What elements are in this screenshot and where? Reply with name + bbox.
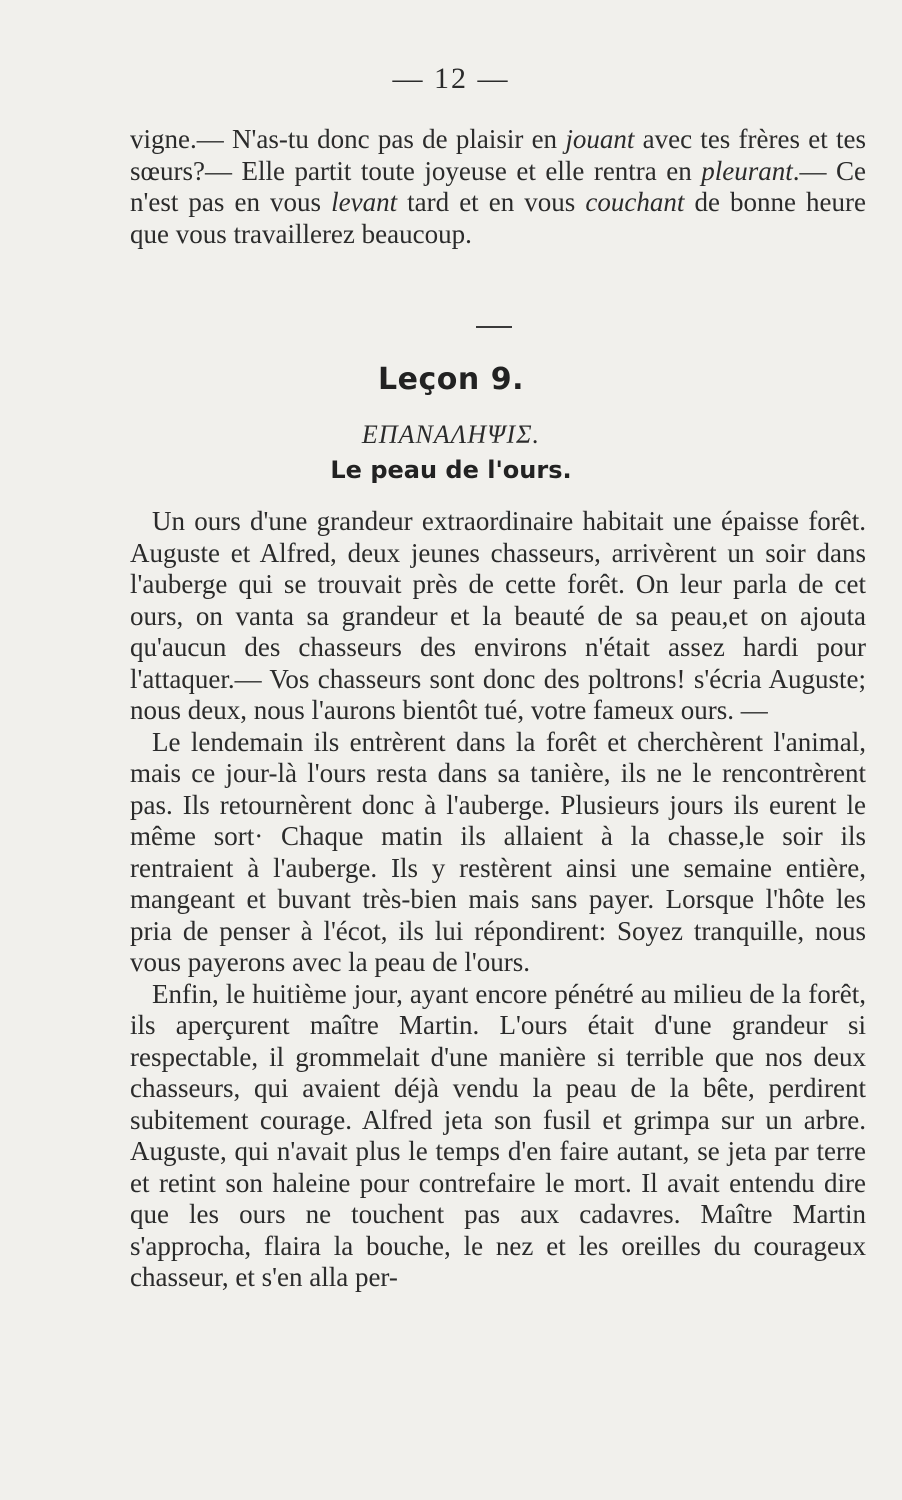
story-title: Le peau de l'ours. xyxy=(330,456,572,484)
italic-word-jouant: jouant xyxy=(565,124,635,154)
intro-text-run: de bonne heure que vous travaillerez beaucoup. xyxy=(130,187,867,249)
greek-subtitle: ΕΠΑΝΑΛΗΨΙΣ. xyxy=(361,420,541,449)
italic-word-pleurant: pleurant xyxy=(701,155,793,186)
page-number: — 12 — xyxy=(392,62,510,95)
intro-text-run: tard et en vous xyxy=(397,187,586,217)
intro-text-run: vigne.— N'as-tu donc pas de plaisir en xyxy=(130,124,566,154)
intro-text-run: .— Ce n'est pas en vous xyxy=(130,155,866,217)
story-paragraph: Le lendemain ils entrèrent dans la forêt et cherchèrent l'animal, mais ce jour-là l'ours resta dans sa tanière, ils ne le rencontrèrent pas. Ils retournèrent donc à l'auberge. Plusieurs jours ils eurent le même sort· Chaque matin ils allaient à la chasse,le soir ils rentraient à l'auberge. Ils y restèrent ainsi une semaine entière, mangeant et buvant très-bien mais sans payer. Lorsque l'hôte les pria de penser à l'écot, ils lui répondirent: Soyez tranquille, nous vous payerons avec la peau de l'ours. xyxy=(130,726,866,977)
story-paragraph: Un ours d'une grandeur extraordinaire habitait une épaisse forêt. Auguste et Alfred, deux jeunes chasseurs, arrivèrent un soir dans l'auberge qui se trouvait près de cette forêt. On leur parla de cet ours, on vanta sa grandeur et la beauté de sa peau,et on ajouta qu'aucun des chasseurs des environs n'était assez hardi pour l'attaquer.— Vos chasseurs sont donc des poltrons! s'écria Auguste; nous deux, nous l'aurons bientôt tué, votre fameux ours. — xyxy=(130,506,866,725)
story-body xyxy=(130,506,866,1294)
story-paragraph: Enfin, le huitième jour, ayant encore pénétré au milieu de la forêt, ils aperçurent maître Martin. L'ours était d'une grandeur si respectable, il grommelait d'une manière si terrible que nos deux chasseurs, qui avaient déjà vendu la peau de la bête, perdirent subitement courage. Alfred jeta son fusil et grimpa sur un arbre. Auguste, qui n'avait plus le temps d'en faire autant, se jeta par terre et retint son haleine pour contrefaire le mort. Il avait entendu dire que les ours ne touchent pas aux cadavres. Maître Martin s'approcha, flaira la bouche, le nez et les oreilles du courageux chasseur, et s'en alla per- xyxy=(130,978,866,1292)
intro-paragraph xyxy=(130,124,866,250)
lesson-heading: Leçon 9. xyxy=(378,362,524,397)
intro-text-run: avec tes frères et tes sœurs?— Elle partit toute joyeuse et elle rentra en xyxy=(130,124,867,186)
italic-word-couchant: couchant xyxy=(585,187,685,217)
section-divider xyxy=(476,326,512,328)
intro-text xyxy=(130,124,866,250)
italic-word-levant: levant xyxy=(331,187,398,217)
